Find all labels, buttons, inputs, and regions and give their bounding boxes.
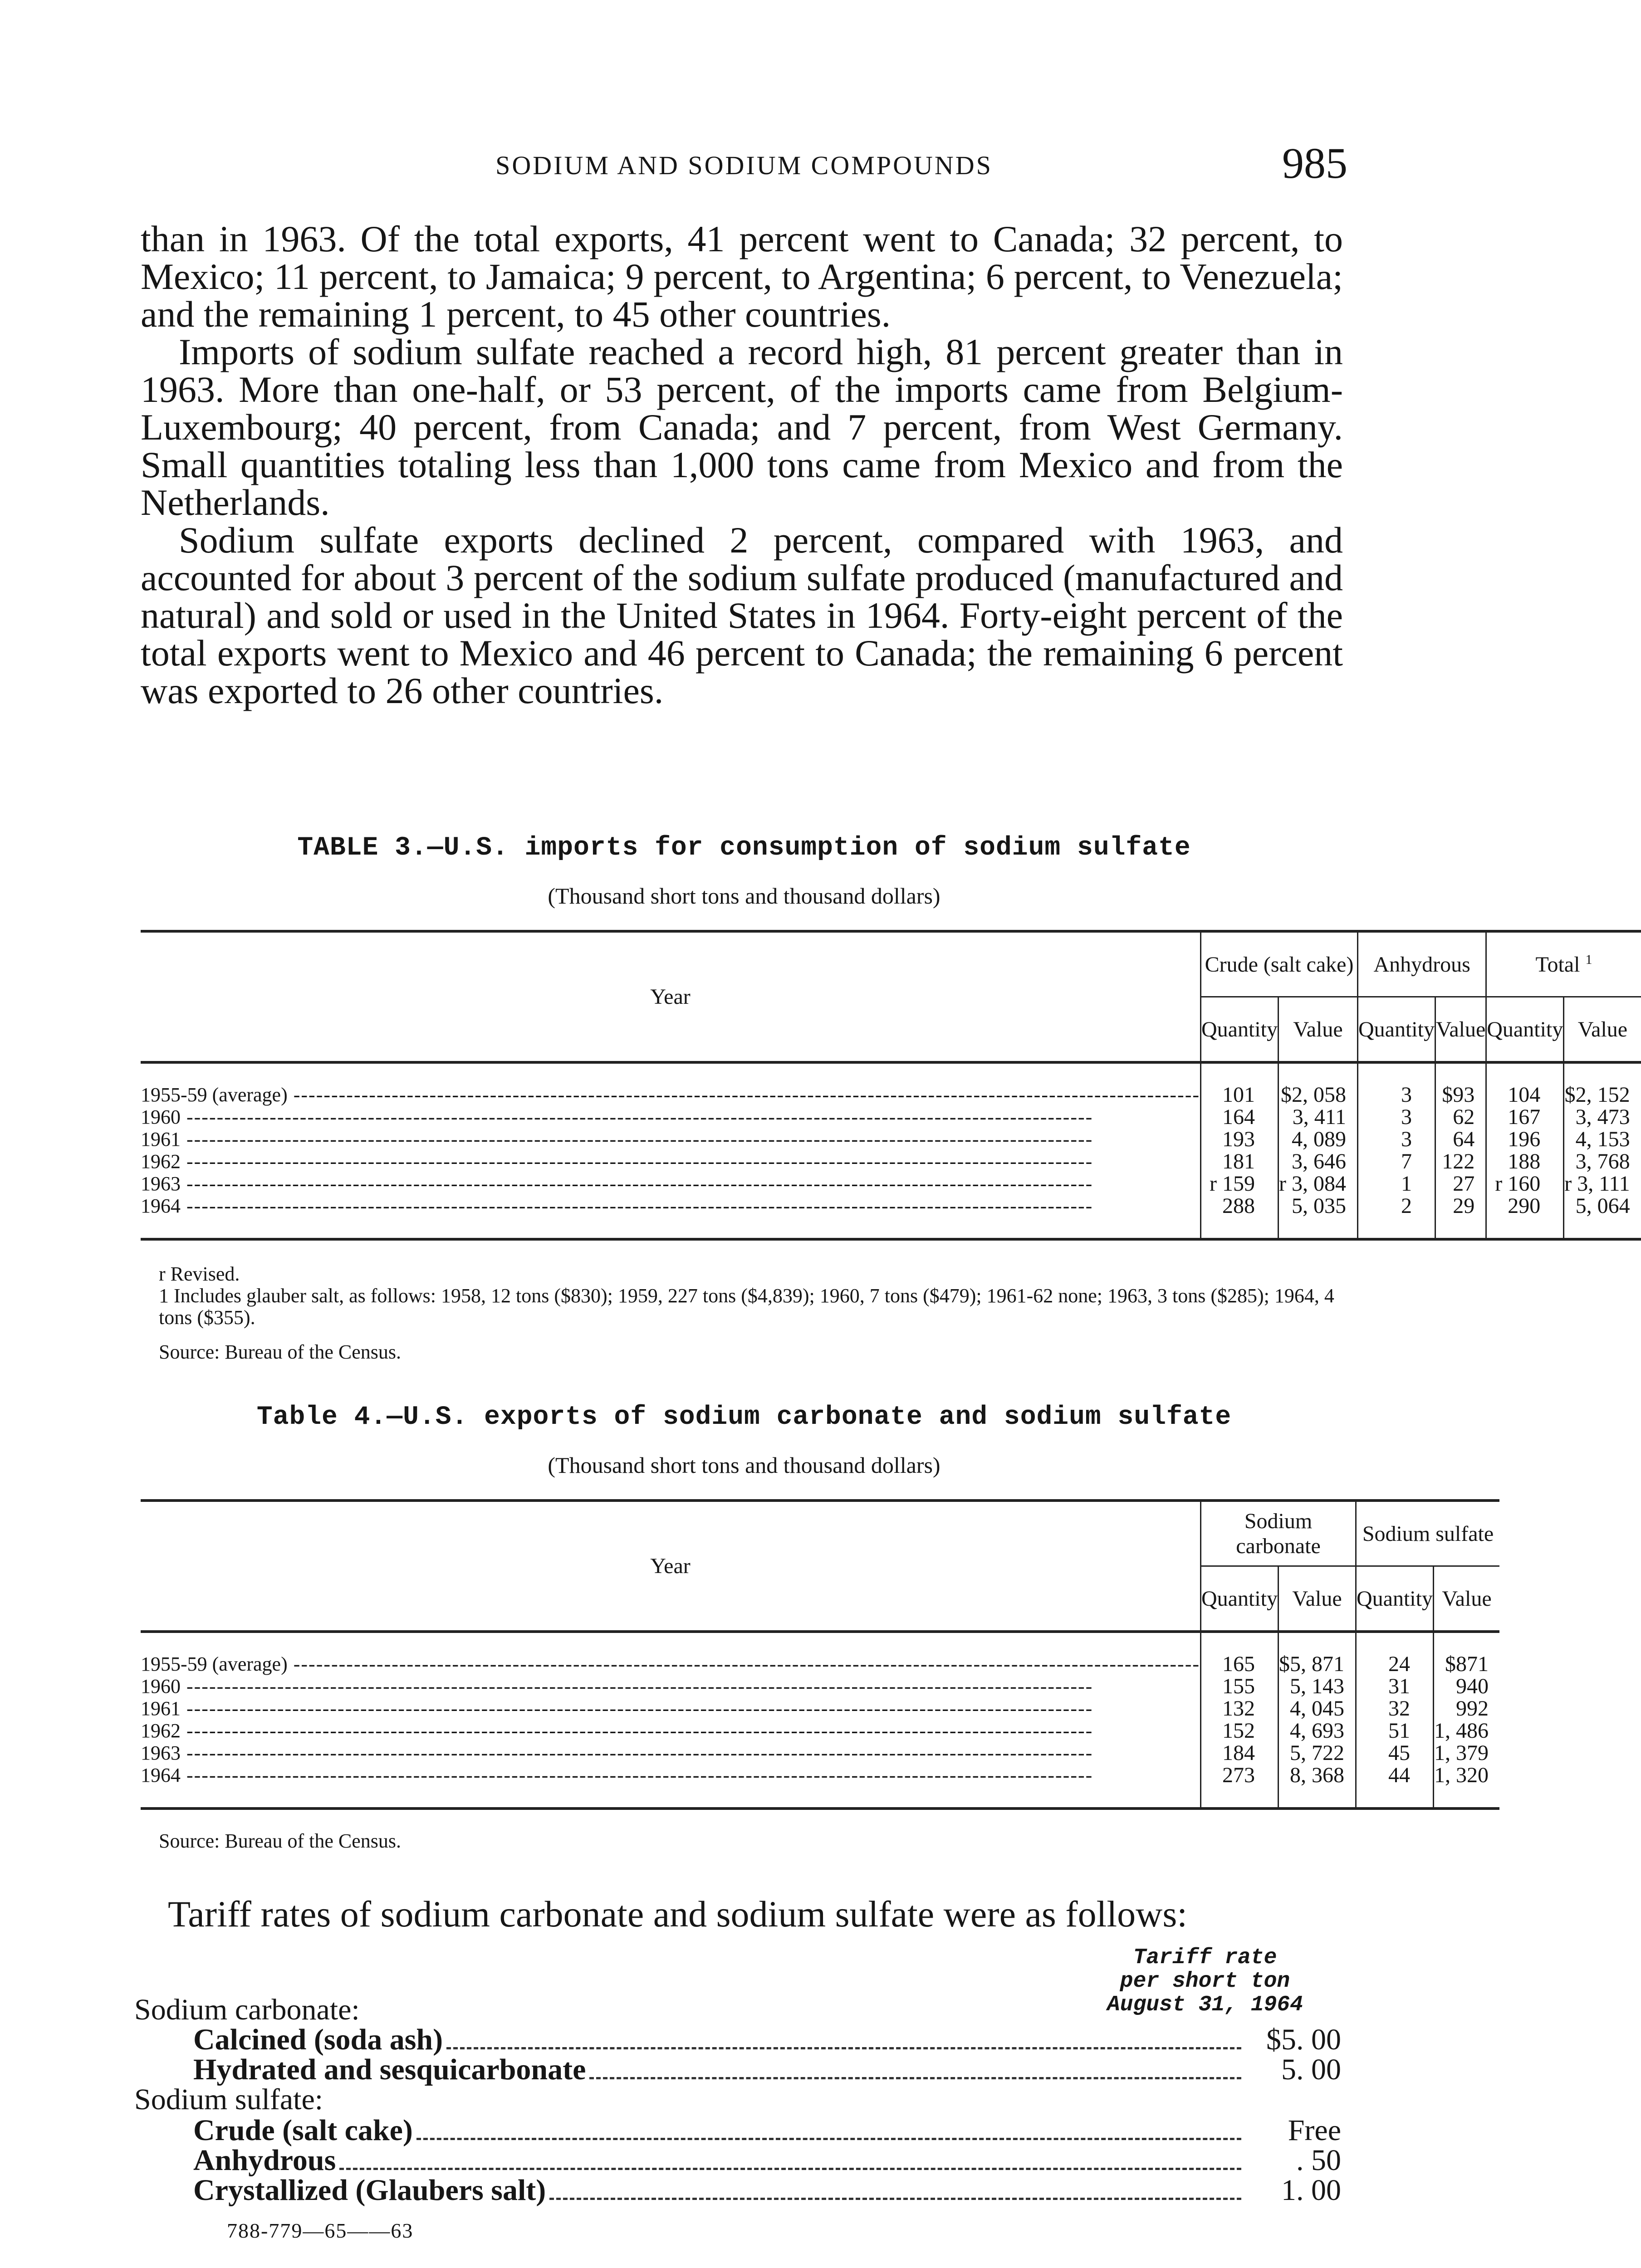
table-cell: $5, 871 <box>1279 1632 1356 1675</box>
row-year <box>141 1632 1201 1675</box>
table-cell: $2, 152 <box>1564 1062 1641 1106</box>
table-cell: 101 <box>1201 1062 1279 1106</box>
table-cell: 27 <box>1435 1173 1486 1195</box>
table3-col-quantity: Quantity <box>1486 997 1564 1063</box>
table-cell: 3, 473 <box>1564 1106 1641 1128</box>
row-year <box>141 1675 1201 1697</box>
table-cell: 992 <box>1433 1697 1499 1720</box>
tariff-item-label: Hydrated and sesquicarbonate <box>193 2053 586 2086</box>
row-year <box>141 1150 1201 1173</box>
table3-title: TABLE 3.—U.S. imports for consumption of sodium sulfate <box>297 833 1191 863</box>
row-year <box>141 1106 1201 1128</box>
tariff-item-rate: $5. 00 <box>1266 2023 1341 2056</box>
table-cell: $2, 058 <box>1279 1062 1358 1106</box>
table-cell: r 3, 111 <box>1564 1173 1641 1195</box>
table-cell: 5, 064 <box>1564 1195 1641 1239</box>
dot-leader: ------------------------------------------------------------------------------------------------------------------------ <box>181 1128 1093 1150</box>
dot-leader: ------------------------------------------------------------------------------------------------------------------------ <box>287 1653 1200 1675</box>
table3-year-header: Year <box>141 931 1201 1062</box>
body-text <box>141 220 1343 709</box>
tariff-item-label: Crystallized (Glaubers salt) <box>193 2174 546 2207</box>
table-cell: r 3, 084 <box>1279 1173 1358 1195</box>
table-cell: 1, 486 <box>1433 1720 1499 1742</box>
dot-leader: ------------------------------------------------------------------------------------------------------------------------ <box>181 1697 1093 1720</box>
table3-note-revised: r Revised. <box>159 1263 240 1285</box>
paragraph-3: Sodium sulfate exports declined 2 percent, compared with 1963, and accounted for about 3 percent of the sodium sulfate produced (manufactured and natural) and sold or used in the United States in 1964. Forty-eight percent of the total exports went to Mexico and 46 percent to Canada; the remaining 6 percent was exported to 26 other countries. <box>141 519 1343 711</box>
row-year-label: 1962 <box>141 1720 181 1742</box>
tariff-header-line-3: August 31, 1964 <box>1107 1993 1303 2017</box>
table3-group-crude: Crude (salt cake) <box>1201 931 1358 997</box>
tariff-category-sodium-sulfate: Sodium sulfate: <box>134 2083 323 2116</box>
dot-leader <box>446 2047 1241 2049</box>
table-cell: 152 <box>1201 1720 1279 1742</box>
row-year <box>141 1764 1201 1809</box>
table3-col-value: Value <box>1435 997 1486 1063</box>
row-year-label: 1960 <box>141 1675 181 1697</box>
dot-leader: ------------------------------------------------------------------------------------------------------------------------ <box>181 1150 1093 1173</box>
table4-group-sodium-sulfate: Sodium sulfate <box>1356 1501 1499 1566</box>
table-cell: 1, 379 <box>1433 1742 1499 1764</box>
row-year-label: 1960 <box>141 1106 181 1128</box>
table-cell: 5, 035 <box>1279 1195 1358 1239</box>
table3-notes <box>141 1263 1347 1363</box>
table3-subtitle: (Thousand short tons and thousand dollars) <box>548 883 941 909</box>
tariff-intro: Tariff rates of sodium carbonate and sodium sulfate were as follows: <box>168 1893 1188 1935</box>
tariff-item-rate: Free <box>1288 2114 1341 2147</box>
tariff-category-sodium-carbonate: Sodium carbonate: <box>134 1993 360 2026</box>
dot-leader: ------------------------------------------------------------------------------------------------------------------------ <box>181 1764 1093 1786</box>
tariff-item-label: Crude (salt cake) <box>193 2114 413 2147</box>
table-cell: 32 <box>1356 1697 1434 1720</box>
table-cell: 165 <box>1201 1632 1279 1675</box>
table-cell: 940 <box>1433 1675 1499 1697</box>
table4-year-header: Year <box>141 1501 1201 1632</box>
dot-leader: ------------------------------------------------------------------------------------------------------------------------ <box>181 1742 1093 1764</box>
table-cell: 288 <box>1201 1195 1279 1239</box>
dot-leader <box>339 2168 1241 2170</box>
running-head <box>141 139 1347 195</box>
dot-leader: ------------------------------------------------------------------------------------------------------------------------ <box>181 1173 1093 1195</box>
table3-group-total-label: Total <box>1535 952 1580 977</box>
table-cell: 2 <box>1357 1195 1435 1239</box>
paragraph-2: Imports of sodium sulfate reached a record high, 81 percent greater than in 1963. More than one-half, or 53 percent, of the imports came from Belgium-Luxembourg; 40 percent, from Canada; and 7 percent, from West Germany. Small quantities totaling less than 1,000 tons came from Mexico and from the Netherlands. <box>141 331 1343 523</box>
row-year-label: 1961 <box>141 1128 181 1150</box>
row-year <box>141 1720 1201 1742</box>
table4 <box>141 1499 1499 1810</box>
row-year <box>141 1742 1201 1764</box>
table-row <box>141 1764 1499 1809</box>
tariff-item-rate: 1. 00 <box>1281 2174 1341 2207</box>
dot-leader <box>416 2138 1241 2140</box>
table-cell: 184 <box>1201 1742 1279 1764</box>
table-cell: 132 <box>1201 1697 1279 1720</box>
table4-notes <box>141 1830 1347 1852</box>
table4-caption <box>141 1402 1347 1479</box>
tariff-item-label: Anhydrous <box>193 2144 336 2177</box>
table-cell: 5, 722 <box>1279 1742 1356 1764</box>
dot-leader: ------------------------------------------------------------------------------------------------------------------------ <box>181 1106 1093 1128</box>
table-row <box>141 1697 1499 1720</box>
table-row <box>141 1742 1499 1764</box>
row-year-label: 1963 <box>141 1173 181 1195</box>
table3-group-total <box>1486 931 1641 997</box>
table-cell: r 159 <box>1201 1173 1279 1195</box>
table-row <box>141 1632 1499 1675</box>
table-row <box>141 1106 1641 1128</box>
table-row <box>141 1173 1641 1195</box>
table-cell: 196 <box>1486 1128 1564 1150</box>
tariff-row <box>134 2175 1341 2205</box>
table-cell: 3, 646 <box>1279 1150 1358 1173</box>
row-year-label: 1962 <box>141 1150 181 1173</box>
table-cell: 44 <box>1356 1764 1434 1809</box>
table-row <box>141 1720 1499 1742</box>
table4-body <box>141 1632 1499 1809</box>
table-cell: 122 <box>1435 1150 1486 1173</box>
table-cell: 167 <box>1486 1106 1564 1128</box>
table-cell: 4, 693 <box>1279 1720 1356 1742</box>
table3-col-quantity: Quantity <box>1201 997 1279 1063</box>
table-cell: 155 <box>1201 1675 1279 1697</box>
running-head-title: SODIUM AND SODIUM COMPOUNDS <box>495 151 993 180</box>
tariff-row <box>134 2025 1341 2055</box>
table4-group-sodium-carbonate: Sodium carbonate <box>1201 1501 1356 1566</box>
row-year-label: 1964 <box>141 1195 181 1217</box>
table3-col-quantity: Quantity <box>1357 997 1435 1063</box>
table3-col-value: Value <box>1279 997 1358 1063</box>
table4-col-quantity: Quantity <box>1201 1566 1279 1632</box>
table-cell: 45 <box>1356 1742 1434 1764</box>
printer-code: 788-779—65——63 <box>227 2219 414 2242</box>
table4-title: Table 4.—U.S. exports of sodium carbonate and sodium sulfate <box>256 1403 1232 1432</box>
table-row <box>141 1150 1641 1173</box>
table-cell: 3 <box>1357 1106 1435 1128</box>
table-row <box>141 1128 1641 1150</box>
table-cell: 1 <box>1357 1173 1435 1195</box>
table-cell: r 160 <box>1486 1173 1564 1195</box>
tariff-item-rate: 5. 00 <box>1281 2053 1341 2086</box>
table-cell: 273 <box>1201 1764 1279 1809</box>
table-cell: 290 <box>1486 1195 1564 1239</box>
dot-leader: ------------------------------------------------------------------------------------------------------------------------ <box>287 1084 1200 1106</box>
table-cell: 164 <box>1201 1106 1279 1128</box>
dot-leader: ------------------------------------------------------------------------------------------------------------------------ <box>181 1195 1093 1217</box>
table3-source: Source: Bureau of the Census. <box>159 1341 401 1363</box>
table3-body <box>141 1062 1641 1239</box>
tariff-item-label: Calcined (soda ash) <box>193 2023 443 2056</box>
row-year <box>141 1195 1201 1239</box>
table-cell: 3 <box>1357 1062 1435 1106</box>
paragraph-1: than in 1963. Of the total exports, 41 percent went to Canada; 32 percent, to Mexico; 11 percent, to Jamaica; 9 percent, to Argentina; 6 percent, to Venezuela; and the remaining 1 percent, to 45 other countries. <box>141 218 1343 335</box>
table-cell: 24 <box>1356 1632 1434 1675</box>
table4-col-quantity: Quantity <box>1356 1566 1434 1632</box>
tariff-rate-header <box>1078 1946 1332 2017</box>
table4-subtitle: (Thousand short tons and thousand dollars) <box>548 1452 941 1478</box>
table3-total-footnote-marker: 1 <box>1585 952 1592 967</box>
tariff-row <box>134 2146 1341 2175</box>
table-cell: 1, 320 <box>1433 1764 1499 1809</box>
table-cell: 64 <box>1435 1128 1486 1150</box>
table4-col-value: Value <box>1433 1566 1499 1632</box>
row-year-label: 1963 <box>141 1742 181 1764</box>
row-year <box>141 1128 1201 1150</box>
table-cell: 7 <box>1357 1150 1435 1173</box>
table-row <box>141 1195 1641 1239</box>
table-cell: 193 <box>1201 1128 1279 1150</box>
table-cell: 3, 768 <box>1564 1150 1641 1173</box>
table-cell: 5, 143 <box>1279 1675 1356 1697</box>
tariff-item-rate: . 50 <box>1296 2144 1341 2177</box>
table3-footnote-1: 1 Includes glauber salt, as follows: 1958, 12 tons ($830); 1959, 227 tons ($4,839); 1960, 7 tons ($479); 1961-62 none; 1963, 3 tons ($285); 1964, 4 tons ($355). <box>159 1285 1334 1329</box>
table-cell: 3 <box>1357 1128 1435 1150</box>
table-cell: 4, 089 <box>1279 1128 1358 1150</box>
tariff-header-line-1: Tariff rate <box>1133 1945 1277 1970</box>
row-year-label: 1955-59 (average) <box>141 1084 288 1106</box>
row-year <box>141 1062 1201 1106</box>
table3 <box>141 930 1641 1241</box>
table-cell: 188 <box>1486 1150 1564 1173</box>
table-cell: $93 <box>1435 1062 1486 1106</box>
dot-leader <box>549 2198 1241 2200</box>
row-year-label: 1955-59 (average) <box>141 1653 288 1675</box>
dot-leader: ------------------------------------------------------------------------------------------------------------------------ <box>181 1675 1093 1697</box>
row-year-label: 1964 <box>141 1764 181 1786</box>
table3-col-value: Value <box>1564 997 1641 1063</box>
row-year <box>141 1697 1201 1720</box>
table-cell: 4, 153 <box>1564 1128 1641 1150</box>
table-cell: 104 <box>1486 1062 1564 1106</box>
table3-caption <box>141 832 1347 909</box>
page-number: 985 <box>1282 139 1347 187</box>
row-year <box>141 1173 1201 1195</box>
table-cell: 3, 411 <box>1279 1106 1358 1128</box>
tariff-header-line-2: per short ton <box>1120 1969 1290 1994</box>
table-row <box>141 1062 1641 1106</box>
table-cell: $871 <box>1433 1632 1499 1675</box>
table-cell: 4, 045 <box>1279 1697 1356 1720</box>
tariff-row <box>134 2055 1341 2085</box>
table-cell: 51 <box>1356 1720 1434 1742</box>
tariff-row <box>134 2116 1341 2146</box>
table-cell: 31 <box>1356 1675 1434 1697</box>
dot-leader <box>589 2077 1241 2079</box>
table3-group-anhydrous: Anhydrous <box>1357 931 1486 997</box>
table-row <box>141 1675 1499 1697</box>
table4-col-value: Value <box>1279 1566 1356 1632</box>
row-year-label: 1961 <box>141 1697 181 1720</box>
table-cell: 181 <box>1201 1150 1279 1173</box>
dot-leader: ------------------------------------------------------------------------------------------------------------------------ <box>181 1720 1093 1742</box>
table-cell: 62 <box>1435 1106 1486 1128</box>
table-cell: 29 <box>1435 1195 1486 1239</box>
table-cell: 8, 368 <box>1279 1764 1356 1809</box>
table4-source: Source: Bureau of the Census. <box>159 1830 401 1852</box>
